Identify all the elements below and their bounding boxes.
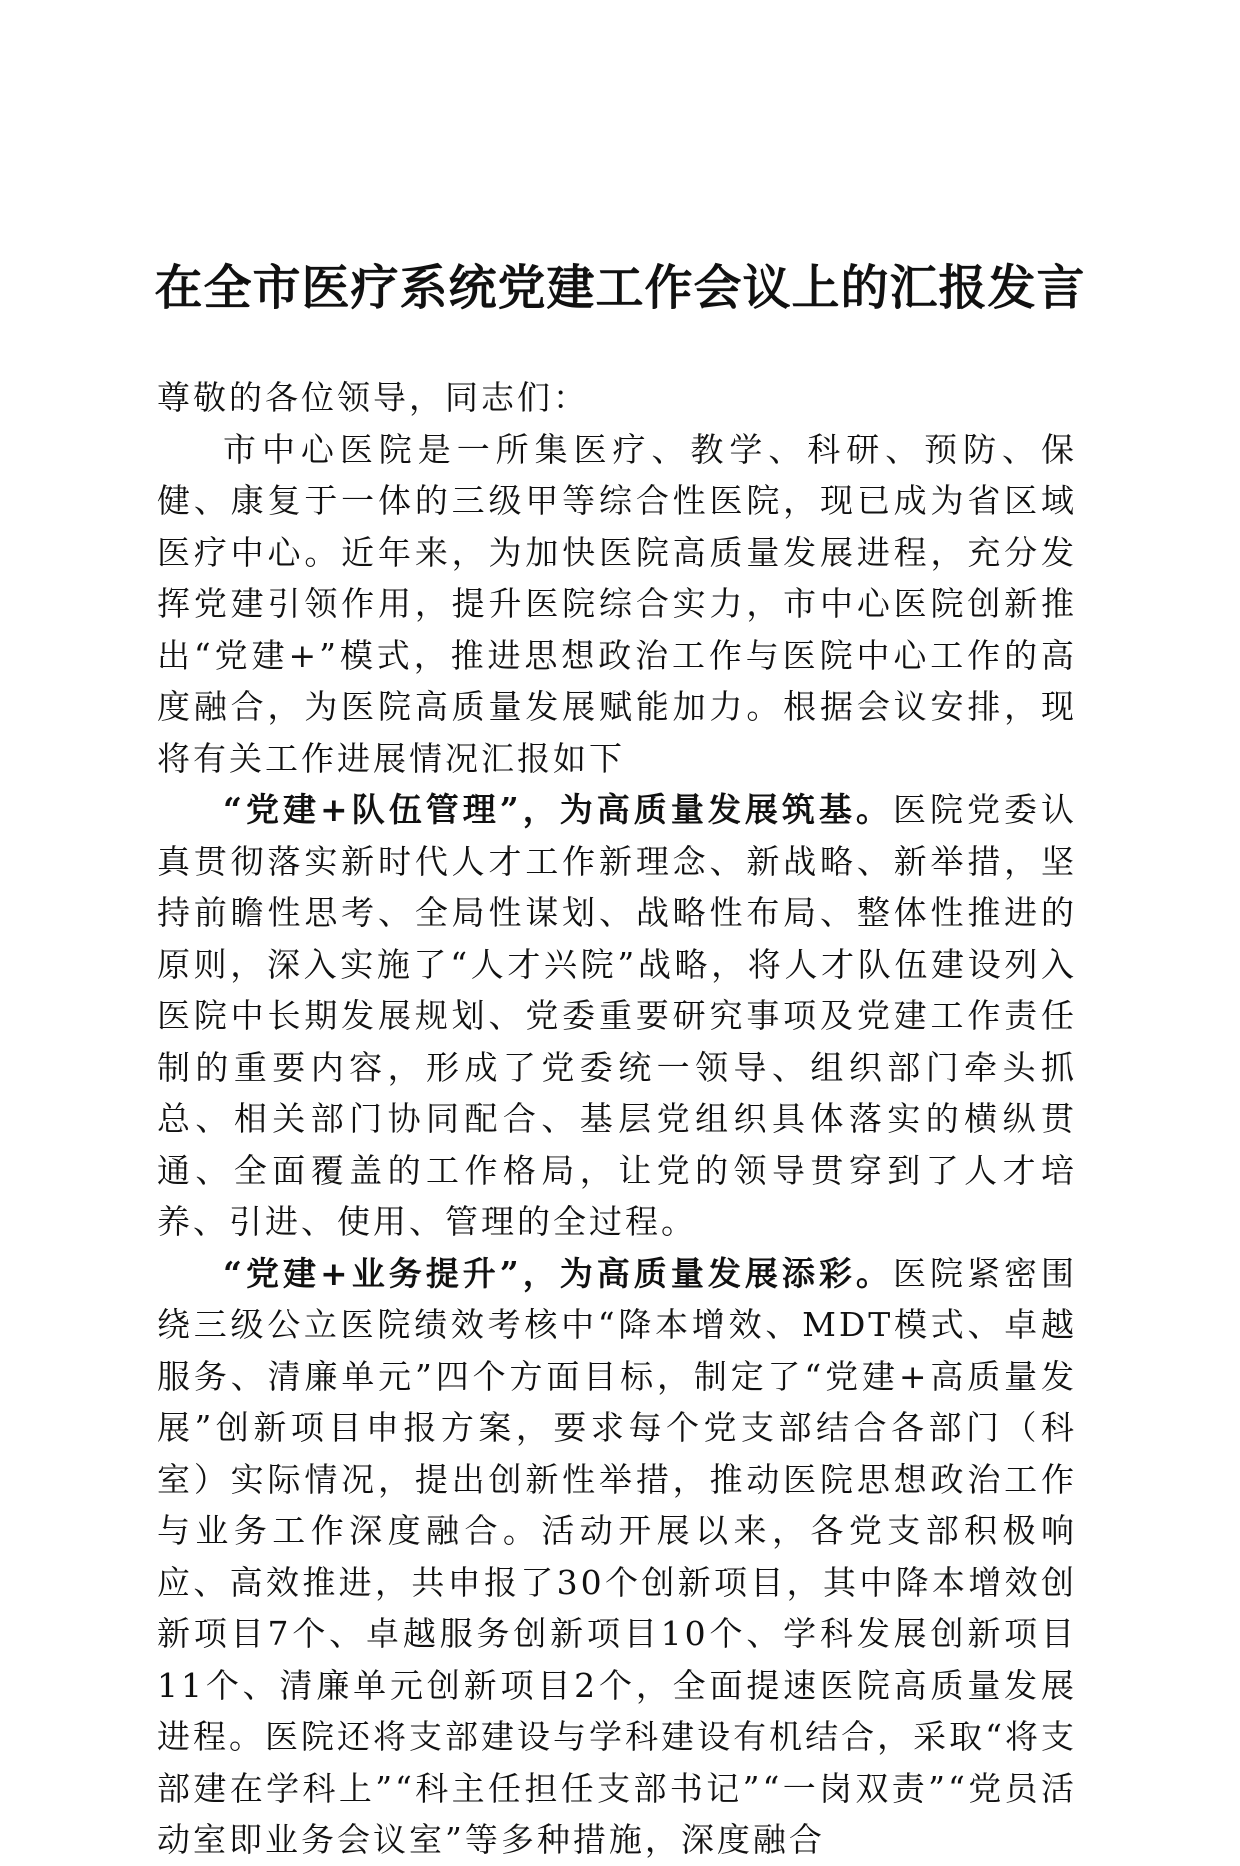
document-body: [157, 372, 1077, 1866]
salutation: 尊敬的各位领导，同志们：: [157, 378, 589, 417]
section-text: 医院党委认真贯彻落实新时代人才工作新理念、新战略、新举措，坚持前瞻性思考、全局性谋划、战略性布局、整体性推进的原则，深入实施了“人才兴院”战略，将人才队伍建设列入医院中长期发展规划、党委重要研究事项及党建工作责任制的重要内容，形成了党委统一领导、组织部门牵头抓总、相关部门协同配合、基层党组织具体落实的横纵贯通、全面覆盖的工作格局，让党的领导贯穿到了人才培养、引进、使用、管理的全过程。: [157, 790, 1078, 1241]
section-text: 医院紧密围绕三级公立医院绩效考核中“降本增效、MDT模式、卓越服务、清廉单元”四个方面目标，制定了“党建+高质量发展”创新项目申报方案，要求每个党支部结合各部门（科室）实际情况，提出创新性举措，推动医院思想政治工作与业务工作深度融合。活动开展以来，各党支部积极响应、高效推进，共申报了30个创新项目，其中降本增效创新项目7个、卓越服务创新项目10个、学科发展创新项目11个、清廉单元创新项目2个，全面提速医院高质量发展进程。医院还将支部建设与学科建设有机结合，采取“将支部建在学科上”“科主任担任支部书记”“一岗双责”“党员活动室即业务会议室”等多种措施，深度融合: [157, 1253, 1078, 1859]
section-lead: “党建+业务提升”，为高质量发展添彩。: [223, 1253, 893, 1293]
intro-paragraph: 市中心医院是一所集医疗、教学、科研、预防、保健、康复于一体的三级甲等综合性医院，现已成为省区域医疗中心。近年来，为加快医院高质量发展进程，充分发挥党建引领作用，提升医院综合实力，市中心医院创新推出“党建+”模式，推进思想政治工作与医院中心工作的高度融合，为医院高质量发展赋能加力。根据会议安排，现将有关工作进展情况汇报如下: [157, 429, 1077, 778]
document-title: 在全市医疗系统党建工作会议上的汇报发言: [154, 260, 1086, 316]
section-lead: “党建+队伍管理”，为高质量发展筑基。: [223, 790, 893, 829]
section-paragraph-team-management: [157, 784, 1077, 1248]
section-paragraph-business-improvement: [157, 1248, 1077, 1866]
